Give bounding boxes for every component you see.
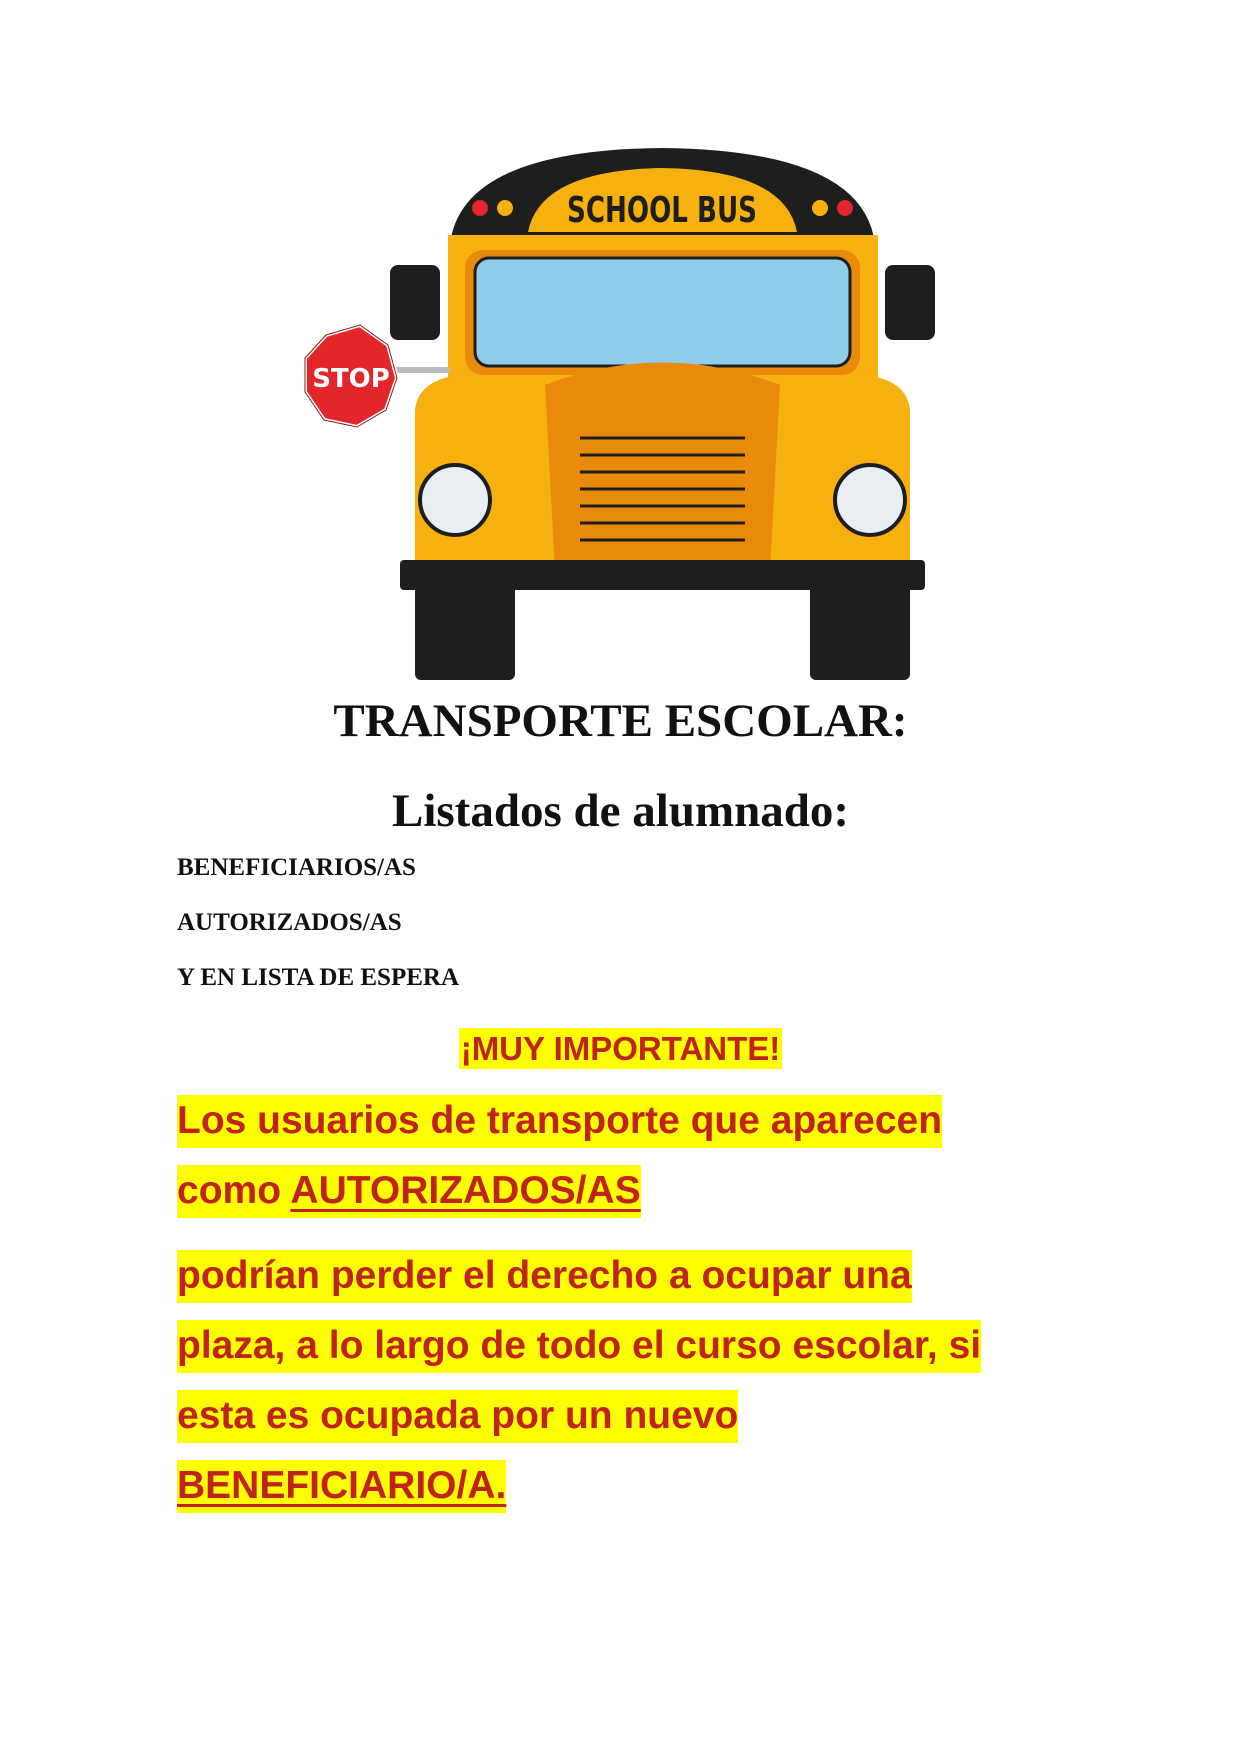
right-headlight xyxy=(835,465,905,535)
important-banner xyxy=(0,1027,1241,1078)
list-item-lista-espera: Y EN LISTA DE ESPERA xyxy=(177,964,460,991)
school-bus-illustration xyxy=(300,140,950,685)
page-subtitle: Listados de alumnado: xyxy=(391,785,850,837)
list-item-autorizados: AUTORIZADOS/AS xyxy=(177,909,402,936)
autorizados-term: AUTORIZADOS/AS xyxy=(290,1169,641,1212)
left-mirror xyxy=(390,265,440,340)
left-headlight xyxy=(420,465,490,535)
stop-sign-text: STOP xyxy=(312,364,390,394)
notice-line-1: Los usuarios de transporte que aparecen xyxy=(177,1095,942,1147)
notice-line-4: plaza, a lo largo de todo el curso escolar, si xyxy=(177,1320,981,1372)
list-item-beneficiarios: BENEFICIARIOS/AS xyxy=(177,854,416,881)
bumper xyxy=(400,560,925,590)
windshield xyxy=(475,258,850,366)
notice-line-3: podrían perder el derecho a ocupar una xyxy=(177,1250,912,1302)
notice-line-2 xyxy=(177,1165,641,1217)
roof-light-red-left xyxy=(472,200,488,216)
page-title: TRANSPORTE ESCOLAR: xyxy=(333,695,908,747)
notice-line-5: esta es ocupada por un nuevo xyxy=(177,1390,738,1442)
right-mirror xyxy=(885,265,935,340)
roof-light-red-right xyxy=(837,200,853,216)
school-bus-sign-text: SCHOOL BUS xyxy=(567,190,757,231)
beneficiario-term: BENEFICIARIO/A. xyxy=(177,1460,506,1513)
notice-line-6 xyxy=(177,1460,506,1512)
important-label: ¡MUY IMPORTANTE! xyxy=(460,1030,781,1067)
notice-line-2-prefix: como xyxy=(177,1169,291,1212)
roof-light-amber-right xyxy=(812,200,828,216)
roof-light-amber-left xyxy=(497,200,513,216)
